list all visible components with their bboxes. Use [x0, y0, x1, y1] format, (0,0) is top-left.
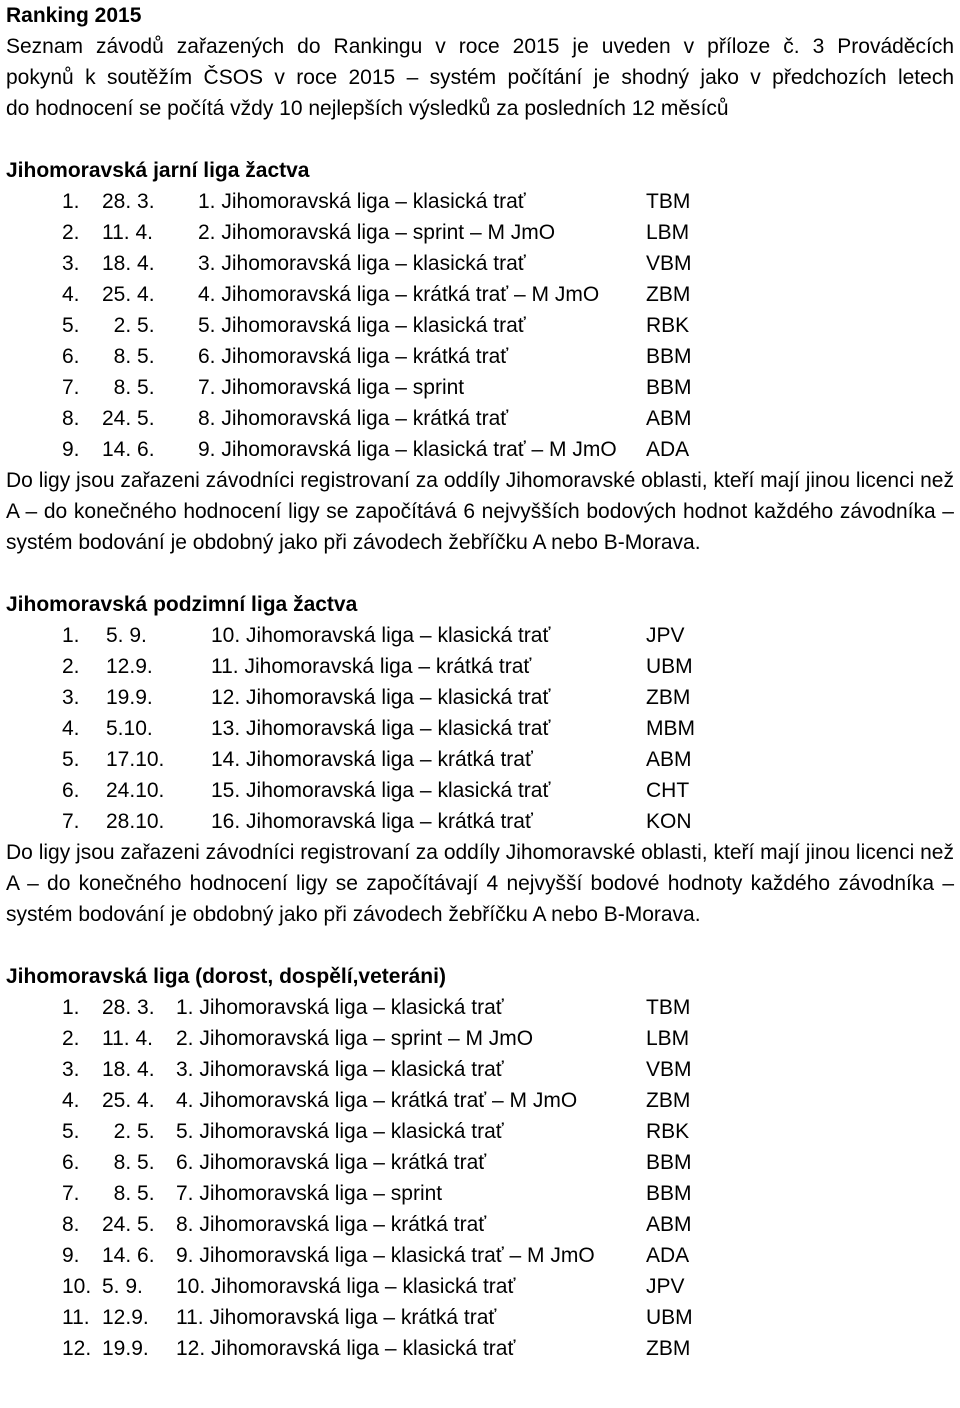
race-name: 5. Jihomoravská liga – klasická trať: [198, 314, 526, 337]
race-number: 11.: [62, 1306, 90, 1329]
race-date: 12.9.: [102, 1306, 149, 1329]
race-date: 18. 4.: [102, 1058, 155, 1081]
race-row: [6, 248, 954, 279]
race-number: 4.: [62, 1089, 80, 1112]
organizing-club: RBK: [646, 314, 690, 337]
race-number: 1.: [62, 190, 80, 213]
race-number: 5.: [62, 314, 80, 337]
organizing-club: BBM: [646, 1151, 692, 1174]
race-name: 2. Jihomoravská liga – sprint – M JmO: [198, 221, 556, 244]
race-date: 25. 4.: [102, 283, 155, 306]
spacer: [6, 930, 954, 961]
race-row: [6, 744, 954, 775]
intro-line: Seznam závodů zařazených do Rankingu v roce 2015 je uveden v příloze č. 3 Prováděcích: [6, 35, 954, 58]
race-number: 10.: [62, 1275, 92, 1298]
race-number: 3.: [62, 252, 80, 275]
race-number: 3.: [62, 686, 80, 709]
organizing-club: LBM: [646, 221, 690, 244]
race-number: 8.: [62, 1213, 80, 1236]
organizing-club: JPV: [646, 1275, 685, 1298]
organizing-club: JPV: [646, 624, 685, 647]
race-date: 2. 5.: [102, 314, 155, 337]
race-name: 11. Jihomoravská liga – krátká trať: [211, 655, 532, 678]
race-row: [6, 775, 954, 806]
intro-paragraph: [6, 31, 954, 124]
race-date: 2. 5.: [102, 1120, 155, 1143]
race-name: 9. Jihomoravská liga – klasická trať – M JmO: [198, 438, 617, 461]
race-name: 5. Jihomoravská liga – klasická trať: [176, 1120, 504, 1143]
race-name: 1. Jihomoravská liga – klasická trať: [176, 996, 504, 1019]
organizing-club: UBM: [646, 655, 693, 678]
race-number: 7.: [62, 376, 80, 399]
race-date: 14. 6.: [102, 438, 155, 461]
race-number: 9.: [62, 1244, 80, 1267]
race-row: [6, 186, 954, 217]
race-number: 7.: [62, 1182, 80, 1205]
race-name: 8. Jihomoravská liga – krátká trať: [198, 407, 509, 430]
race-number: 5.: [62, 748, 80, 771]
organizing-club: ZBM: [646, 1089, 691, 1112]
spacer: [6, 558, 954, 589]
organizing-club: CHT: [646, 779, 690, 802]
race-list-spring: [6, 186, 954, 465]
race-row: [6, 806, 954, 837]
race-name: 13. Jihomoravská liga – klasická trať: [211, 717, 551, 740]
race-date: 28. 3.: [102, 190, 155, 213]
race-name: 7. Jihomoravská liga – sprint: [198, 376, 465, 399]
race-row: [6, 1209, 954, 1240]
race-number: 1.: [62, 624, 80, 647]
race-date: 18. 4.: [102, 252, 155, 275]
race-row: [6, 310, 954, 341]
organizing-club: ABM: [646, 1213, 692, 1236]
organizing-club: BBM: [646, 376, 692, 399]
race-name: 6. Jihomoravská liga – krátká trať: [176, 1151, 487, 1174]
race-name: 12. Jihomoravská liga – klasická trať: [211, 686, 551, 709]
race-name: 11. Jihomoravská liga – krátká trať: [176, 1306, 497, 1329]
organizing-club: RBK: [646, 1120, 690, 1143]
race-number: 12.: [62, 1337, 92, 1360]
race-number: 6.: [62, 1151, 80, 1174]
race-row: [6, 341, 954, 372]
race-name: 3. Jihomoravská liga – klasická trať: [198, 252, 526, 275]
organizing-club: KON: [646, 810, 692, 833]
intro-line: do hodnocení se počítá vždy 10 nejlepších výsledků za posledních 12 měsíců: [6, 97, 729, 120]
race-row: [6, 1023, 954, 1054]
organizing-club: ADA: [646, 438, 690, 461]
race-date: 25. 4.: [102, 1089, 155, 1112]
race-row: [6, 434, 954, 465]
race-name: 14. Jihomoravská liga – krátká trať: [211, 748, 533, 771]
race-number: 5.: [62, 1120, 80, 1143]
organizing-club: BBM: [646, 345, 692, 368]
spacer: [6, 124, 954, 155]
race-name: 4. Jihomoravská liga – krátká trať – M JmO: [198, 283, 600, 306]
race-date: 28. 3.: [102, 996, 155, 1019]
race-row: [6, 1178, 954, 1209]
race-row: [6, 713, 954, 744]
organizing-club: BBM: [646, 1182, 692, 1205]
race-date: 5.10.: [106, 717, 153, 740]
race-number: 9.: [62, 438, 80, 461]
race-number: 7.: [62, 810, 80, 833]
race-row: [6, 1333, 954, 1364]
organizing-club: VBM: [646, 1058, 692, 1081]
organizing-club: ABM: [646, 407, 692, 430]
race-number: 8.: [62, 407, 80, 430]
league-rules-note: Do ligy jsou zařazeni závodníci registrovaní za oddíly Jihomoravské oblasti, kteří mají jinou licenci než A – do konečného hodnocení ligy se započítávají 4 nejvyšší bodové hodnoty každého závodníka – systém bodování je obdobný jako při závodech žebříčku A nebo B-Morava.: [6, 841, 954, 926]
organizing-club: ZBM: [646, 1337, 691, 1360]
organizing-club: UBM: [646, 1306, 693, 1329]
race-date: 19.9.: [102, 1337, 149, 1360]
race-name: 3. Jihomoravská liga – klasická trať: [176, 1058, 504, 1081]
race-date: 8. 5.: [102, 1182, 155, 1205]
race-number: 6.: [62, 779, 80, 802]
race-list-adult: [6, 992, 954, 1364]
race-number: 6.: [62, 345, 80, 368]
section-heading-spring-youth-league: Jihomoravská jarní liga žactva: [6, 159, 310, 182]
race-date: 8. 5.: [102, 376, 155, 399]
race-row: [6, 1147, 954, 1178]
race-row: [6, 279, 954, 310]
race-row: [6, 1302, 954, 1333]
race-row: [6, 682, 954, 713]
organizing-club: ZBM: [646, 686, 691, 709]
section-heading-autumn-youth-league: Jihomoravská podzimní liga žactva: [6, 593, 358, 616]
organizing-club: VBM: [646, 252, 692, 275]
race-date: 5. 9.: [102, 1275, 143, 1298]
race-date: 8. 5.: [102, 345, 155, 368]
race-date: 11. 4.: [102, 221, 153, 244]
race-row: [6, 992, 954, 1023]
league-rules-note: Do ligy jsou zařazeni závodníci registrovaní za oddíly Jihomoravské oblasti, kteří mají jinou licenci než A – do konečného hodnocení ligy se započítává 6 nejvyšších bodových hodnot každého závodníka – systém bodování je obdobný jako při závodech žebříčku A nebo B-Morava.: [6, 469, 954, 554]
race-row: [6, 1271, 954, 1302]
race-date: 17.10.: [106, 748, 165, 771]
race-number: 2.: [62, 1027, 80, 1050]
race-row: [6, 217, 954, 248]
race-number: 3.: [62, 1058, 80, 1081]
page-title: Ranking 2015: [6, 4, 142, 27]
race-list-autumn: [6, 620, 954, 837]
race-row: [6, 1116, 954, 1147]
race-date: 14. 6.: [102, 1244, 155, 1267]
intro-line: pokynů k soutěžím ČSOS v roce 2015 – systém počítání je shodný jako v předchozích letech: [6, 66, 954, 89]
organizing-club: MBM: [646, 717, 695, 740]
race-date: 24. 5.: [102, 1213, 155, 1236]
race-name: 12. Jihomoravská liga – klasická trať: [176, 1337, 516, 1360]
race-row: [6, 372, 954, 403]
race-name: 7. Jihomoravská liga – sprint: [176, 1182, 443, 1205]
race-name: 16. Jihomoravská liga – krátká trať: [211, 810, 533, 833]
race-number: 4.: [62, 283, 80, 306]
section-heading-adult-league: Jihomoravská liga (dorost, dospělí,veteráni): [6, 965, 446, 988]
organizing-club: ZBM: [646, 283, 691, 306]
race-name: 1. Jihomoravská liga – klasická trať: [198, 190, 526, 213]
race-row: [6, 1085, 954, 1116]
race-number: 1.: [62, 996, 80, 1019]
race-date: 24. 5.: [102, 407, 155, 430]
race-date: 11. 4.: [102, 1027, 153, 1050]
race-row: [6, 1240, 954, 1271]
race-date: 24.10.: [106, 779, 165, 802]
race-name: 15. Jihomoravská liga – klasická trať: [211, 779, 551, 802]
race-name: 2. Jihomoravská liga – sprint – M JmO: [176, 1027, 534, 1050]
race-name: 10. Jihomoravská liga – klasická trať: [211, 624, 551, 647]
race-row: [6, 403, 954, 434]
race-number: 2.: [62, 221, 80, 244]
race-row: [6, 1054, 954, 1085]
organizing-club: LBM: [646, 1027, 690, 1050]
organizing-club: ABM: [646, 748, 692, 771]
race-date: 12.9.: [106, 655, 153, 678]
race-name: 4. Jihomoravská liga – krátká trať – M JmO: [176, 1089, 578, 1112]
document: [6, 0, 954, 1364]
race-date: 19.9.: [106, 686, 153, 709]
race-date: 5. 9.: [106, 624, 147, 647]
race-row: [6, 620, 954, 651]
race-name: 6. Jihomoravská liga – krátká trať: [198, 345, 509, 368]
race-row: [6, 651, 954, 682]
organizing-club: TBM: [646, 190, 691, 213]
race-date: 8. 5.: [102, 1151, 155, 1174]
organizing-club: TBM: [646, 996, 691, 1019]
race-name: 10. Jihomoravská liga – klasická trať: [176, 1275, 516, 1298]
race-date: 28.10.: [106, 810, 165, 833]
race-name: 9. Jihomoravská liga – klasická trať – M JmO: [176, 1244, 595, 1267]
race-number: 4.: [62, 717, 80, 740]
organizing-club: ADA: [646, 1244, 690, 1267]
race-number: 2.: [62, 655, 80, 678]
race-name: 8. Jihomoravská liga – krátká trať: [176, 1213, 487, 1236]
